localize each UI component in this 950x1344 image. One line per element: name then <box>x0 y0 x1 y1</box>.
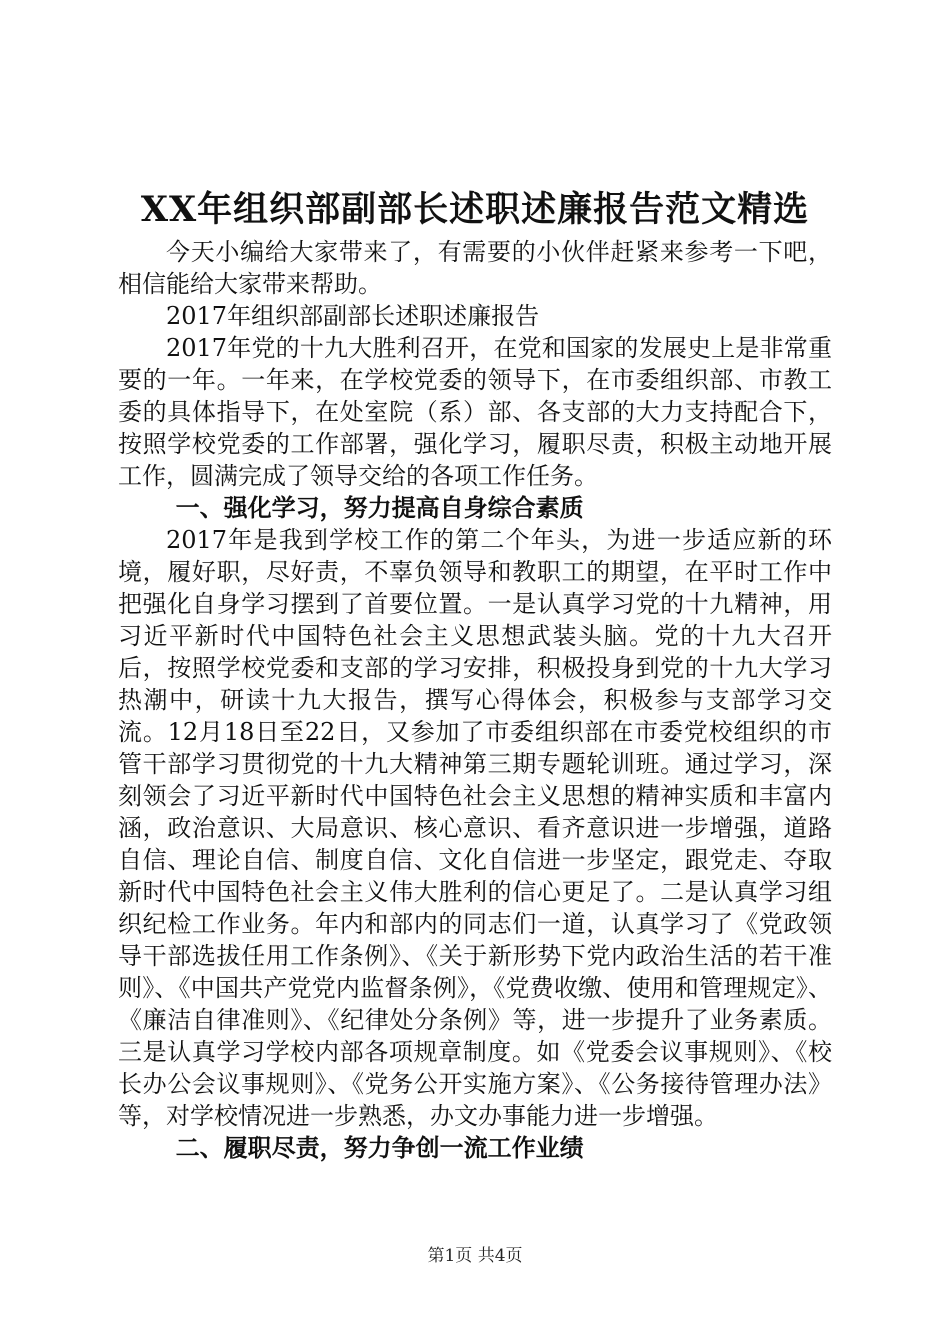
section-1-paragraph: 2017年是我到学校工作的第二个年头，为进一步适应新的环境，履好职，尽好责，不辜负领导和教职工的期望，在平时工作中把强化自身学习摆到了首要位置。一是认真学习党的十九精神，用习近平新时代中国特色社会主义思想武装头脑。党的十九大召开后，按照学校党委和支部的学习安排，积极投身到党的十九大学习热潮中，研读十九大报告，撰写心得体会，积极参与支部学习交流。12月18日至22日，又参加了市委组织部在市委党校组织的市管干部学习贯彻党的十九大精神第三期专题轮训班。通过学习，深刻领会了习近平新时代中国特色社会主义思想的精神实质和丰富内涵，政治意识、大局意识、核心意识、看齐意识进一步增强，道路自信、理论自信、制度自信、文化自信进一步坚定，跟党走、夺取新时代中国特色社会主义伟大胜利的信心更足了。二是认真学习组织纪检工作业务。年内和部内的同志们一道，认真学习了《党政领导干部选拔任用工作条例》、《关于新形势下党内政治生活的若干准则》、《中国共产党党内监督条例》，《党费收缴、使用和管理规定》、《廉洁自律准则》、《纪律处分条例》等，进一步提升了业务素质。三是认真学习学校内部各项规章制度。如《党委会议事规则》、《校长办公会议事规则》、《党务公开实施方案》、《公务接待管理办法》等，对学校情况进一步熟悉，办文办事能力进一步增强。 <box>118 526 832 1130</box>
document-title: XX年组织部副部长述职述廉报告范文精选 <box>140 189 810 230</box>
page-number-footer: 第1页 共4页 <box>427 1246 523 1266</box>
report-subtitle: 2017年组织部副部长述职述廉报告 <box>166 302 540 330</box>
document-body <box>118 236 832 1164</box>
section-heading-2: 二、履职尽责，努力争创一流工作业绩 <box>175 1134 584 1162</box>
section-heading-1: 一、强化学习，努力提高自身综合素质 <box>175 494 584 522</box>
overview-paragraph: 2017年党的十九大胜利召开，在党和国家的发展史上是非常重要的一年。一年来，在学校党委的领导下，在市委组织部、市教工委的具体指导下，在处室院（系）部、各支部的大力支持配合下，按照学校党委的工作部署，强化学习，履职尽责，积极主动地开展工作，圆满完成了领导交给的各项工作任务。 <box>118 334 832 490</box>
intro-paragraph: 今天小编给大家带来了，有需要的小伙伴赶紧来参考一下吧，相信能给大家带来帮助。 <box>118 238 832 298</box>
